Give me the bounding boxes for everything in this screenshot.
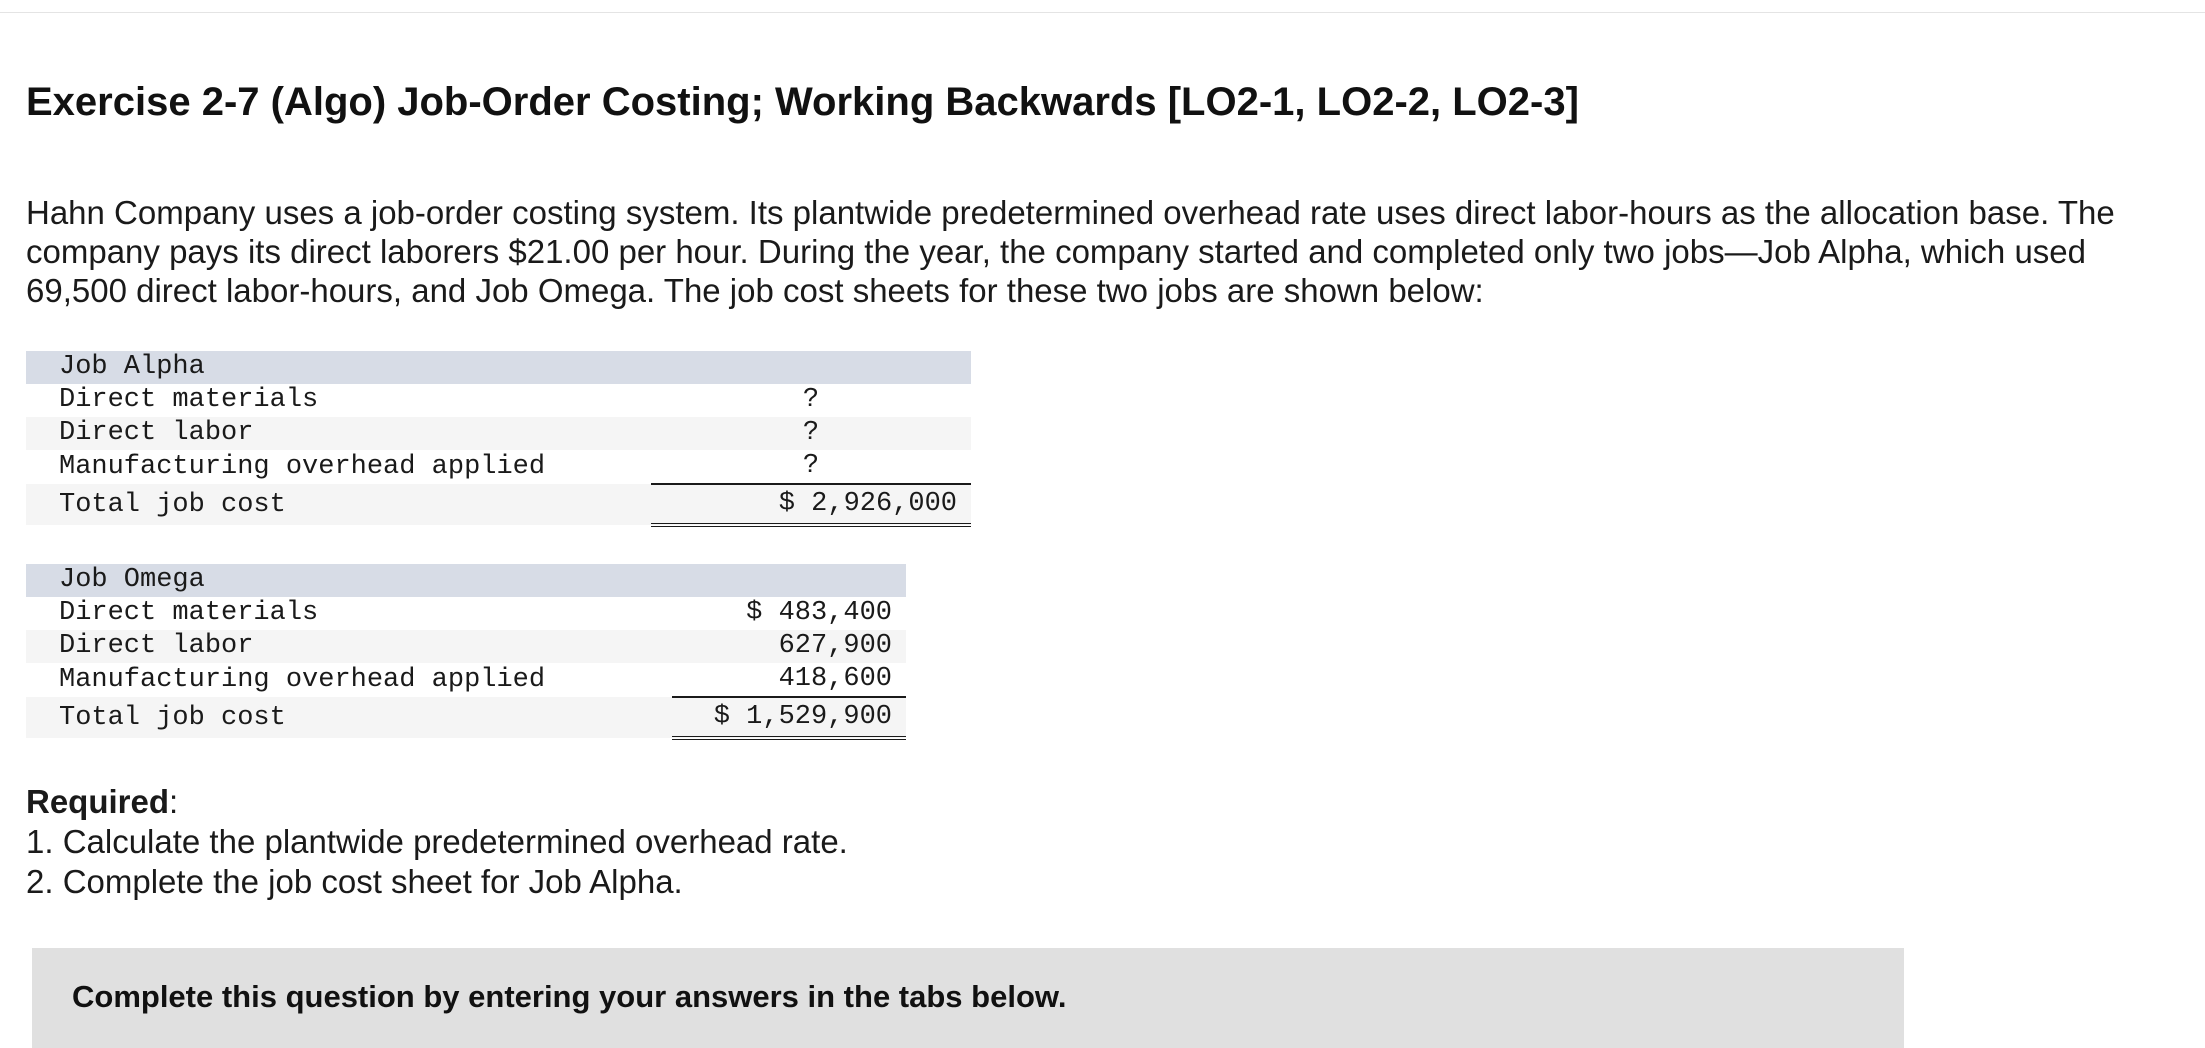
total-amount: $ 2,926,000: [651, 484, 971, 525]
row-label: Direct materials: [26, 384, 651, 417]
row-amount: 627,900: [672, 630, 906, 663]
job-omega-heading: Job Omega: [26, 564, 672, 597]
top-divider: [0, 12, 2205, 13]
table-row: [26, 384, 971, 417]
total-row: [26, 484, 971, 525]
row-amount: ?: [651, 450, 971, 484]
requirement-item: 1. Calculate the plantwide predetermined overhead rate.: [26, 823, 848, 860]
total-label: Total job cost: [26, 484, 651, 525]
row-label: Manufacturing overhead applied: [26, 450, 651, 484]
instructions-text: Complete this question by entering your answers in the tabs below.: [72, 979, 1067, 1014]
requirement-item: 2. Complete the job cost sheet for Job Alpha.: [26, 863, 683, 900]
requirements-list: [26, 822, 848, 902]
job-alpha-cost-sheet: [26, 351, 971, 527]
page-title: Exercise 2-7 (Algo) Job-Order Costing; Working Backwards [LO2-1, LO2-2, LO2-3]: [26, 80, 1579, 124]
job-omega-cost-sheet: [26, 564, 906, 740]
row-amount: ?: [651, 417, 971, 450]
problem-description: Hahn Company uses a job-order costing system. Its plantwide predetermined overhead rate uses direct labor-hours as the allocation base. The company pays its direct laborers $21.00 per hour. During the year, the company started and completed only two jobs—Job Alpha, which used 69,500 direct labor-hours, and Job Omega. The job cost sheets for these two jobs are shown below:: [26, 194, 2115, 309]
total-label: Total job cost: [26, 697, 672, 738]
row-amount: $ 483,400: [672, 597, 906, 630]
table-row: [26, 417, 971, 450]
row-amount: ?: [651, 384, 971, 417]
required-colon: :: [169, 783, 179, 820]
job-alpha-heading: Job Alpha: [26, 351, 651, 384]
total-amount: $ 1,529,900: [672, 697, 906, 738]
table-row: [26, 663, 906, 697]
row-label: Direct labor: [26, 630, 672, 663]
instructions-panel: [32, 948, 1904, 1048]
table-row: [26, 597, 906, 630]
table-header-row: [26, 564, 906, 597]
row-label: Direct materials: [26, 597, 672, 630]
table-row: [26, 450, 971, 484]
row-label: Manufacturing overhead applied: [26, 663, 672, 697]
required-heading: [26, 782, 178, 822]
table-header-row: [26, 351, 971, 384]
row-amount: 418,600: [672, 663, 906, 697]
row-label: Direct labor: [26, 417, 651, 450]
required-label: Required: [26, 783, 170, 820]
table-row: [26, 630, 906, 663]
total-row: [26, 697, 906, 738]
